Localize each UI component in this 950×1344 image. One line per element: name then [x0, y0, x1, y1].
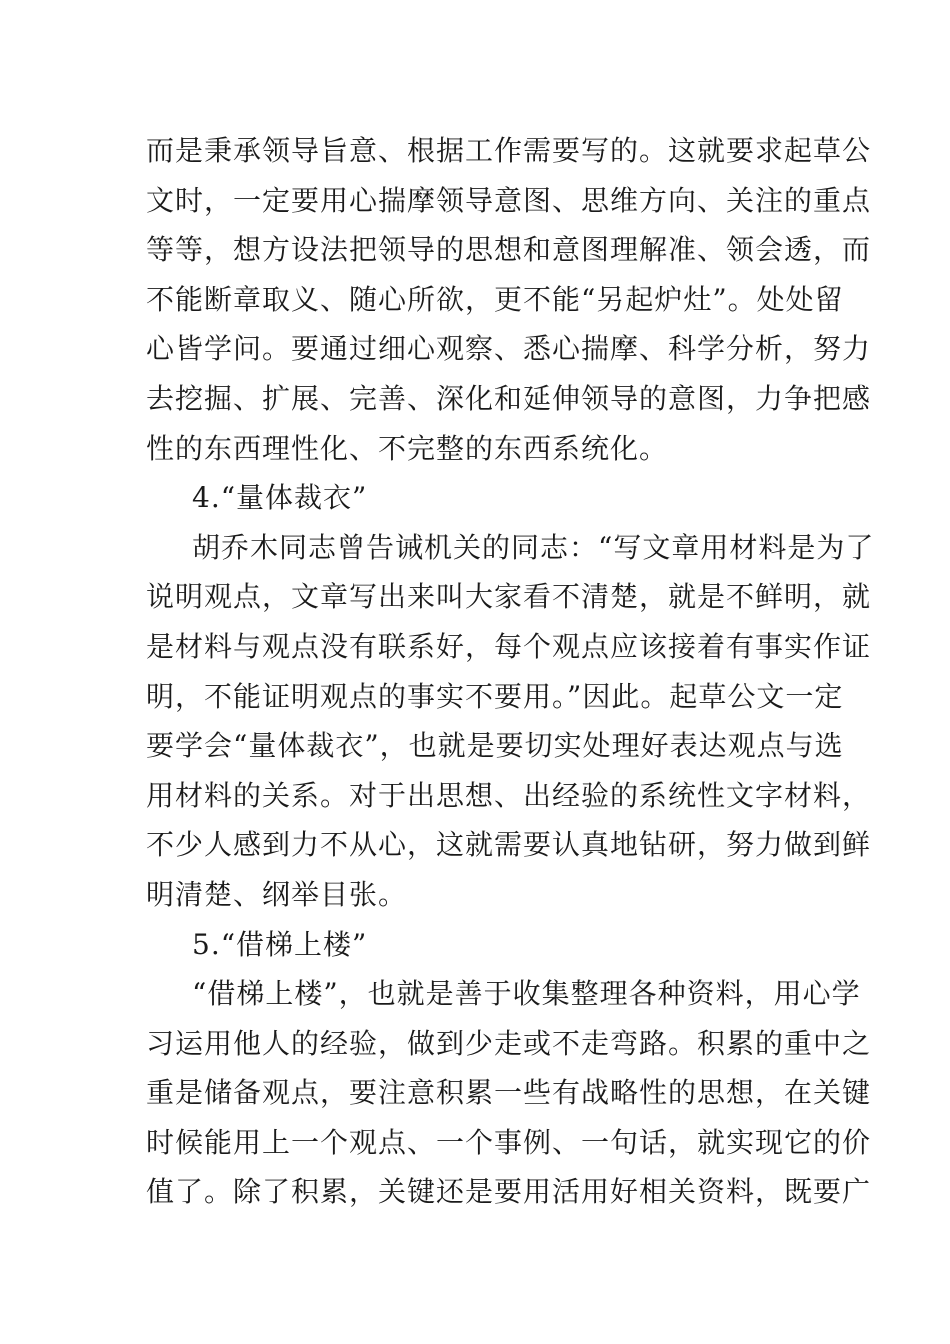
- text-line: 明清楚、纲举目张。: [146, 877, 408, 911]
- text-line: 时候能用上一个观点、一个事例、一句话，就实现它的价: [146, 1125, 872, 1159]
- text-line: 值了。除了积累，关键还是要用活用好相关资料，既要广: [146, 1175, 872, 1209]
- section-heading: 4.“量体裁衣”: [192, 481, 368, 515]
- section-heading: 5.“借梯上楼”: [192, 927, 368, 961]
- text-line: 是材料与观点没有联系好，每个观点应该接着有事实作证: [146, 629, 872, 663]
- text-line: 而是秉承领导旨意、根据工作需要写的。这就要求起草公: [146, 134, 872, 167]
- text-line: 去挖掘、扩展、完善、深化和延伸领导的意图，力争把感: [146, 381, 872, 415]
- text-line: 用材料的关系。对于出思想、出经验的系统性文字材料，: [146, 778, 872, 812]
- text-line: 心皆学问。要通过细心观察、悉心揣摩、科学分析，努力: [146, 332, 872, 366]
- text-line: 要学会“量体裁衣”，也就是要切实处理好表达观点与选: [146, 729, 844, 763]
- text-line: 等等，想方设法把领导的思想和意图理解准、领会透，而: [146, 233, 872, 267]
- text-line: 明，不能证明观点的事实不要用。”因此。起草公文一定: [146, 679, 844, 713]
- paragraph-first-line: 胡乔木同志曾告诫机关的同志：“写文章用材料是为了: [192, 530, 875, 564]
- text-line: 不能断章取义、随心所欲，更不能“另起炉灶”。处处留: [146, 282, 844, 316]
- text-line: 重是储备观点，要注意积累一些有战略性的思想，在关键: [146, 1076, 872, 1110]
- text-line: 不少人感到力不从心，这就需要认真地钻研，努力做到鲜: [146, 828, 872, 862]
- paragraph-first-line: “借梯上楼”，也就是善于收集整理各种资料，用心学: [192, 977, 861, 1011]
- text-line: 说明观点，文章写出来叫大家看不清楚，就是不鲜明，就: [146, 580, 872, 614]
- text-line: 文时，一定要用心揣摩领导意图、思维方向、关注的重点: [146, 183, 872, 217]
- text-line: 习运用他人的经验，做到少走或不走弯路。积累的重中之: [146, 1026, 872, 1060]
- text-line: 性的东西理性化、不完整的东西系统化。: [146, 431, 669, 465]
- document-body: [146, 126, 875, 1217]
